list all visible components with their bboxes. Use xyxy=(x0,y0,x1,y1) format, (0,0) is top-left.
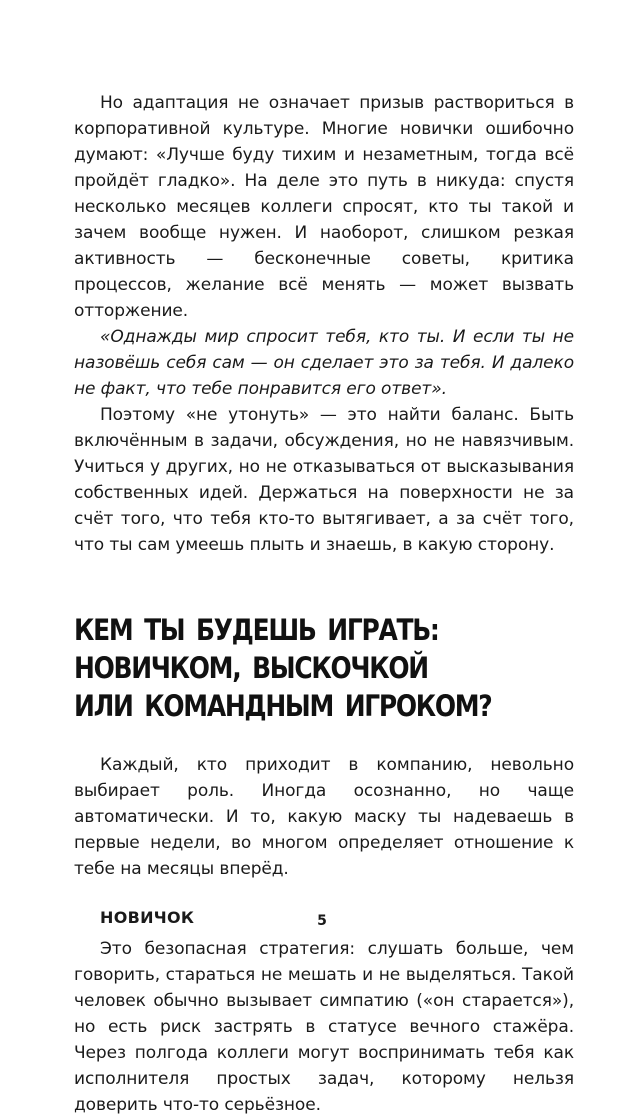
paragraph-newbie: Это безопасная стратегия: слушать больше, чем говорить, стараться не мешать и не выделяться. Такой человек обычно вызывает симпатию («он старается»), но есть риск застрять в статусе вечного стажёра. Через полгода коллеги могут воспринимать тебя как исполнителя простых задач, которому нельзя доверить что-то серьёзное. xyxy=(74,939,574,1115)
paragraph-balance: Поэтому «не утонуть» — это найти баланс. Быть включённым в задачи, обсуждения, но не навязчивым. Учиться у других, но не отказываться от высказывания собственных идей. Держаться на поверхности не за счёт того, что тебя кто-то вытягивает, а за счёт того, что ты сам умеешь плыть и знаешь, в какую сторону. xyxy=(74,405,574,555)
chapter-heading-line-1: КЕМ ТЫ БУДЕШЬ ИГРАТЬ: xyxy=(74,613,439,647)
chapter-heading xyxy=(74,611,504,725)
paragraph-adaptation: Но адаптация не означает призыв раствориться в корпоративной культуре. Многие новички ошибочно думают: «Лучше буду тихим и незаметным, тогда всё пройдёт гладко». На деле это путь в никуда: спустя несколько месяцев коллеги спросят, кто ты такой и зачем вообще нужен. И наоборот, слишком резкая активность — бесконечные советы, критика процессов, желание всё менять — может вызвать отторжение. xyxy=(74,93,574,321)
chapter-heading-line-2: НОВИЧКОМ, ВЫСКОЧКОЙ xyxy=(74,651,428,685)
paragraph-roles: Каждый, кто приходит в компанию, невольно выбирает роль. Иногда осознанно, но чаще автоматически. И то, какую маску ты надеваешь в первые недели, во многом определяет отношение к тебе на месяцы вперёд. xyxy=(74,755,574,879)
chapter-heading-line-3: ИЛИ КОМАНДНЫМ ИГРОКОМ? xyxy=(74,689,492,723)
quote-paragraph: «Однажды мир спросит тебя, кто ты. И если ты не назовёшь себя сам — он сделает это за тебя. И далеко не факт, что тебе понравится его ответ». xyxy=(74,327,574,399)
subheading-newbie: НОВИЧОК xyxy=(100,908,195,927)
page-number: 5 xyxy=(317,913,327,929)
page-body xyxy=(74,90,574,1118)
